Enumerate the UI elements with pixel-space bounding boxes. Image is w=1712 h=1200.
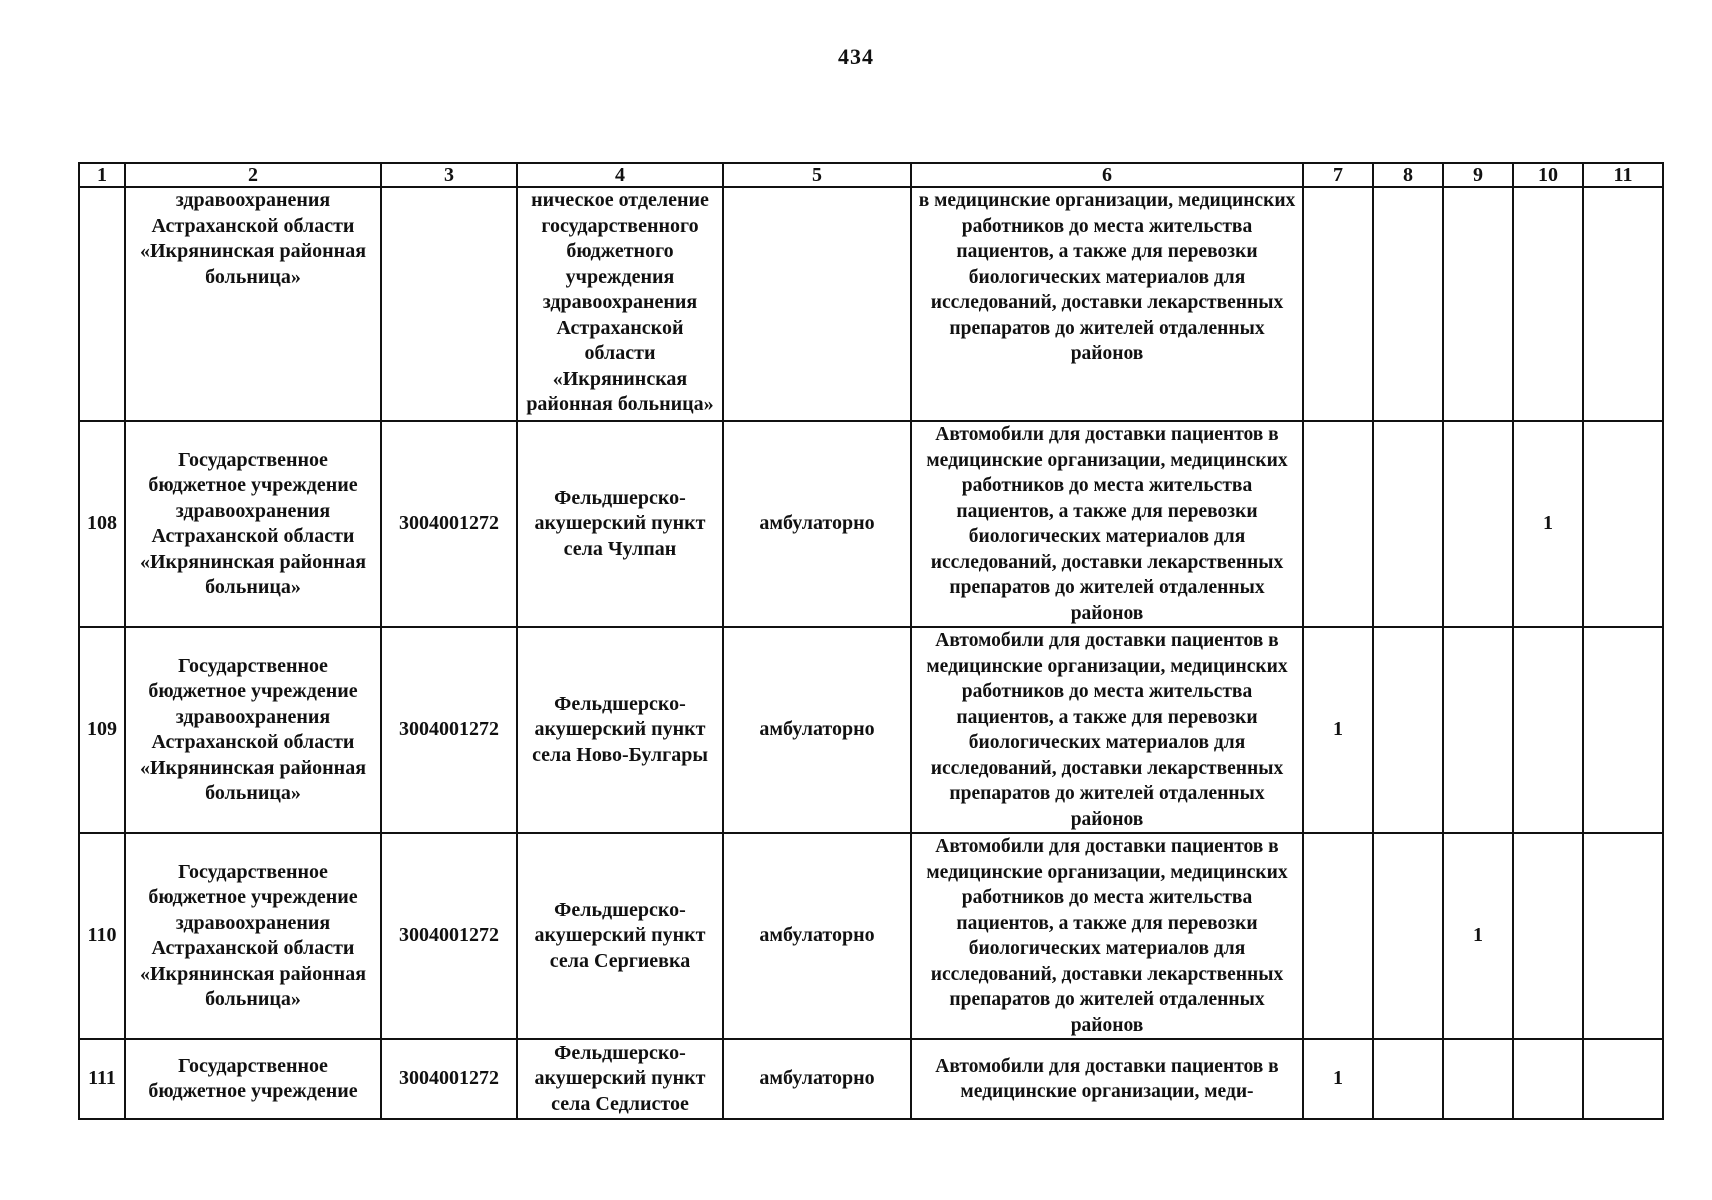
count-col-9: 1 xyxy=(1443,833,1513,1039)
organization-name: Государственное бюджетное учреждение здравоохранения Астраханской области «Икрянинская районная больница» xyxy=(125,627,381,833)
header-col-11: 11 xyxy=(1583,163,1663,187)
count-col-7 xyxy=(1303,833,1373,1039)
row-number: 110 xyxy=(79,833,125,1039)
inn-code: 3004001272 xyxy=(381,627,517,833)
header-col-3: 3 xyxy=(381,163,517,187)
row-number: 109 xyxy=(79,627,125,833)
table-row-109 xyxy=(79,627,1663,833)
inn-code: 3004001272 xyxy=(381,1039,517,1119)
care-mode: амбулаторно xyxy=(723,833,911,1039)
vehicle-purpose: Автомобили для доставки пациентов в медицинские организации, меди- xyxy=(911,1039,1303,1119)
count-col-9 xyxy=(1443,627,1513,833)
header-col-8: 8 xyxy=(1373,163,1443,187)
subdivision-name: Фельдшерско-акушерский пункт села Седлистое xyxy=(517,1039,723,1119)
count-col-10 xyxy=(1513,833,1583,1039)
vehicle-purpose: Автомобили для доставки пациентов в медицинские организации, медицинских работников до места жительства пациентов, а также для перевозки биологических материалов для исследований, доставки лекарственных препаратов до жителей отдаленных районов xyxy=(911,627,1303,833)
subdivision-name: ническое отделение государственного бюджетного учреждения здравоохранения Астраханской области «Икрянинская районная больница» xyxy=(517,187,723,421)
table-row-110 xyxy=(79,833,1663,1039)
inn-code: 3004001272 xyxy=(381,833,517,1039)
header-col-6: 6 xyxy=(911,163,1303,187)
count-col-9 xyxy=(1443,187,1513,421)
care-mode xyxy=(723,187,911,421)
row-number: 108 xyxy=(79,421,125,627)
count-col-10: 1 xyxy=(1513,421,1583,627)
column-number-header-row xyxy=(79,163,1663,187)
vehicle-purpose: Автомобили для доставки пациентов в медицинские организации, медицинских работников до места жительства пациентов, а также для перевозки биологических материалов для исследований, доставки лекарственных препаратов до жителей отдаленных районов xyxy=(911,421,1303,627)
page-number: 434 xyxy=(838,44,874,69)
table-row-continuation xyxy=(79,187,1663,421)
table-row-111 xyxy=(79,1039,1663,1119)
count-col-7 xyxy=(1303,421,1373,627)
vehicle-purpose: в медицинские организации, медицинских работников до места жительства пациентов, а также для перевозки биологических материалов для исследований, доставки лекарственных препаратов до жителей отдаленных районов xyxy=(911,187,1303,421)
count-col-8 xyxy=(1373,627,1443,833)
count-col-10 xyxy=(1513,627,1583,833)
count-col-11 xyxy=(1583,627,1663,833)
header-col-9: 9 xyxy=(1443,163,1513,187)
count-col-8 xyxy=(1373,833,1443,1039)
organization-name: здравоохранения Астраханской области «Икрянинская районная больница» xyxy=(125,187,381,421)
inn-code xyxy=(381,187,517,421)
count-col-11 xyxy=(1583,833,1663,1039)
inn-code: 3004001272 xyxy=(381,421,517,627)
vehicle-purpose: Автомобили для доставки пациентов в медицинские организации, медицинских работников до места жительства пациентов, а также для перевозки биологических материалов для исследований, доставки лекарственных препаратов до жителей отдаленных районов xyxy=(911,833,1303,1039)
count-col-8 xyxy=(1373,187,1443,421)
document-table xyxy=(78,162,1664,1120)
count-col-11 xyxy=(1583,187,1663,421)
header-col-10: 10 xyxy=(1513,163,1583,187)
header-col-2: 2 xyxy=(125,163,381,187)
subdivision-name: Фельдшерско-акушерский пункт села Сергиевка xyxy=(517,833,723,1039)
count-col-8 xyxy=(1373,421,1443,627)
count-col-11 xyxy=(1583,1039,1663,1119)
table-row-108 xyxy=(79,421,1663,627)
count-col-8 xyxy=(1373,1039,1443,1119)
organization-name: Государственное бюджетное учреждение здравоохранения Астраханской области «Икрянинская районная больница» xyxy=(125,833,381,1039)
care-mode: амбулаторно xyxy=(723,627,911,833)
count-col-10 xyxy=(1513,187,1583,421)
organization-name: Государственное бюджетное учреждение здравоохранения Астраханской области «Икрянинская районная больница» xyxy=(125,421,381,627)
care-mode: амбулаторно xyxy=(723,1039,911,1119)
organization-name: Государственное бюджетное учреждение xyxy=(125,1039,381,1119)
care-mode: амбулаторно xyxy=(723,421,911,627)
count-col-11 xyxy=(1583,421,1663,627)
header-col-7: 7 xyxy=(1303,163,1373,187)
header-col-4: 4 xyxy=(517,163,723,187)
count-col-7 xyxy=(1303,187,1373,421)
subdivision-name: Фельдшерско-акушерский пункт села Чулпан xyxy=(517,421,723,627)
count-col-9 xyxy=(1443,421,1513,627)
subdivision-name: Фельдшерско-акушерский пункт села Ново-Булгары xyxy=(517,627,723,833)
count-col-7: 1 xyxy=(1303,1039,1373,1119)
count-col-7: 1 xyxy=(1303,627,1373,833)
count-col-9 xyxy=(1443,1039,1513,1119)
row-number: 111 xyxy=(79,1039,125,1119)
row-number xyxy=(79,187,125,421)
header-col-1: 1 xyxy=(79,163,125,187)
header-col-5: 5 xyxy=(723,163,911,187)
count-col-10 xyxy=(1513,1039,1583,1119)
